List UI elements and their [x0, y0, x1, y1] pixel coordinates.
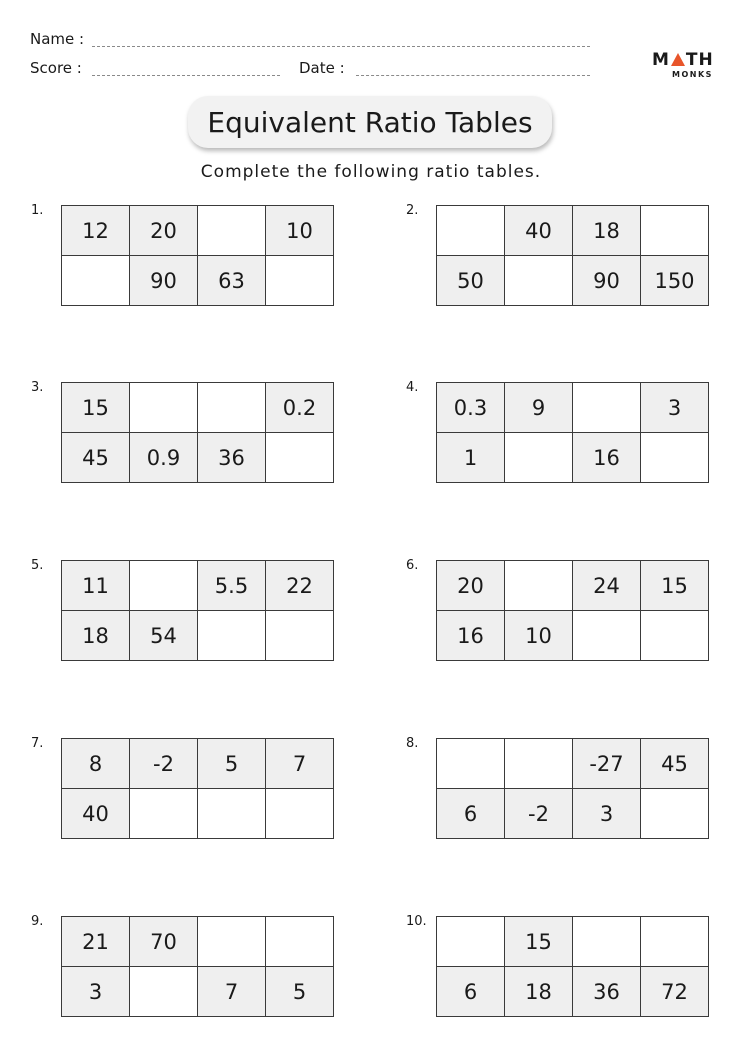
ratio-blank-cell[interactable]	[266, 256, 334, 306]
ratio-table	[436, 205, 709, 306]
ratio-row	[62, 433, 334, 483]
ratio-row	[62, 256, 334, 306]
logo-subtext: MONKS	[672, 70, 713, 79]
ratio-value-cell: 11	[62, 561, 130, 611]
ratio-blank-cell[interactable]	[266, 917, 334, 967]
problem-number: 6.	[406, 558, 419, 573]
ratio-row	[437, 739, 709, 789]
ratio-blank-cell[interactable]	[573, 917, 641, 967]
ratio-value-cell: 7	[266, 739, 334, 789]
ratio-value-cell: 40	[505, 206, 573, 256]
ratio-value-cell: 18	[62, 611, 130, 661]
ratio-table	[436, 916, 709, 1017]
ratio-value-cell: 3	[573, 789, 641, 839]
problem-number: 3.	[31, 380, 44, 395]
ratio-blank-cell[interactable]	[641, 917, 709, 967]
ratio-row	[437, 967, 709, 1017]
score-label: Score :	[30, 59, 82, 77]
ratio-value-cell: 15	[641, 561, 709, 611]
ratio-value-cell: -27	[573, 739, 641, 789]
score-line[interactable]	[92, 75, 280, 76]
name-line[interactable]	[92, 46, 590, 47]
ratio-blank-cell[interactable]	[505, 433, 573, 483]
ratio-row	[437, 256, 709, 306]
ratio-blank-cell[interactable]	[198, 789, 266, 839]
ratio-blank-cell[interactable]	[198, 206, 266, 256]
ratio-value-cell: 10	[266, 206, 334, 256]
ratio-blank-cell[interactable]	[505, 561, 573, 611]
ratio-value-cell: 0.9	[130, 433, 198, 483]
ratio-blank-cell[interactable]	[130, 383, 198, 433]
ratio-value-cell: 50	[437, 256, 505, 306]
ratio-value-cell: 15	[62, 383, 130, 433]
ratio-blank-cell[interactable]	[573, 383, 641, 433]
ratio-table	[61, 560, 334, 661]
ratio-value-cell: 36	[198, 433, 266, 483]
ratio-row	[437, 611, 709, 661]
ratio-value-cell: 9	[505, 383, 573, 433]
ratio-blank-cell[interactable]	[505, 256, 573, 306]
date-label: Date :	[299, 59, 345, 77]
ratio-blank-cell[interactable]	[198, 917, 266, 967]
ratio-blank-cell[interactable]	[641, 611, 709, 661]
ratio-table	[436, 560, 709, 661]
ratio-value-cell: 16	[573, 433, 641, 483]
ratio-table	[61, 738, 334, 839]
ratio-value-cell: 18	[573, 206, 641, 256]
instruction-text: Complete the following ratio tables.	[200, 162, 542, 182]
page-title: Equivalent Ratio Tables	[188, 96, 552, 148]
ratio-value-cell: 72	[641, 967, 709, 1017]
ratio-value-cell: 15	[505, 917, 573, 967]
ratio-blank-cell[interactable]	[266, 789, 334, 839]
ratio-row	[437, 206, 709, 256]
ratio-blank-cell[interactable]	[641, 206, 709, 256]
ratio-value-cell: 20	[437, 561, 505, 611]
ratio-value-cell: 90	[573, 256, 641, 306]
ratio-table	[436, 382, 709, 483]
ratio-value-cell: 12	[62, 206, 130, 256]
ratio-blank-cell[interactable]	[505, 739, 573, 789]
ratio-value-cell: -2	[505, 789, 573, 839]
ratio-blank-cell[interactable]	[198, 611, 266, 661]
ratio-value-cell: 1	[437, 433, 505, 483]
ratio-blank-cell[interactable]	[62, 256, 130, 306]
ratio-value-cell: 5	[198, 739, 266, 789]
date-line[interactable]	[356, 75, 590, 76]
ratio-value-cell: 36	[573, 967, 641, 1017]
ratio-blank-cell[interactable]	[573, 611, 641, 661]
ratio-value-cell: 24	[573, 561, 641, 611]
ratio-value-cell: 90	[130, 256, 198, 306]
ratio-value-cell: 45	[641, 739, 709, 789]
ratio-blank-cell[interactable]	[437, 206, 505, 256]
ratio-row	[62, 383, 334, 433]
ratio-blank-cell[interactable]	[130, 561, 198, 611]
ratio-value-cell: 21	[62, 917, 130, 967]
ratio-row	[62, 789, 334, 839]
ratio-row	[62, 739, 334, 789]
ratio-value-cell: 70	[130, 917, 198, 967]
ratio-row	[437, 789, 709, 839]
math-monks-logo	[652, 50, 718, 84]
problem-number: 2.	[406, 203, 419, 218]
ratio-blank-cell[interactable]	[641, 433, 709, 483]
ratio-table	[61, 916, 334, 1017]
ratio-value-cell: 45	[62, 433, 130, 483]
ratio-row	[62, 967, 334, 1017]
logo-text-left: M	[652, 50, 670, 70]
ratio-value-cell: 3	[62, 967, 130, 1017]
problem-number: 7.	[31, 736, 44, 751]
ratio-value-cell: 6	[437, 967, 505, 1017]
problem-number: 9.	[31, 914, 44, 929]
ratio-value-cell: -2	[130, 739, 198, 789]
ratio-blank-cell[interactable]	[641, 789, 709, 839]
ratio-value-cell: 7	[198, 967, 266, 1017]
ratio-value-cell: 0.2	[266, 383, 334, 433]
triangle-icon	[671, 53, 685, 66]
problem-number: 4.	[406, 380, 419, 395]
name-label: Name :	[30, 30, 85, 48]
ratio-value-cell: 5.5	[198, 561, 266, 611]
ratio-blank-cell[interactable]	[437, 739, 505, 789]
problem-number: 8.	[406, 736, 419, 751]
ratio-value-cell: 150	[641, 256, 709, 306]
ratio-blank-cell[interactable]	[130, 789, 198, 839]
ratio-value-cell: 54	[130, 611, 198, 661]
ratio-value-cell: 40	[62, 789, 130, 839]
ratio-value-cell: 18	[505, 967, 573, 1017]
ratio-value-cell: 5	[266, 967, 334, 1017]
ratio-row	[62, 611, 334, 661]
ratio-blank-cell[interactable]	[266, 611, 334, 661]
ratio-row	[62, 917, 334, 967]
ratio-row	[62, 561, 334, 611]
problem-number: 5.	[31, 558, 44, 573]
problem-number: 10.	[406, 914, 427, 929]
ratio-blank-cell[interactable]	[437, 917, 505, 967]
ratio-value-cell: 0.3	[437, 383, 505, 433]
ratio-value-cell: 20	[130, 206, 198, 256]
ratio-row	[437, 383, 709, 433]
ratio-blank-cell[interactable]	[198, 383, 266, 433]
ratio-value-cell: 22	[266, 561, 334, 611]
ratio-table	[61, 382, 334, 483]
ratio-row	[437, 433, 709, 483]
ratio-value-cell: 10	[505, 611, 573, 661]
ratio-value-cell: 16	[437, 611, 505, 661]
ratio-value-cell: 6	[437, 789, 505, 839]
ratio-value-cell: 63	[198, 256, 266, 306]
ratio-value-cell: 3	[641, 383, 709, 433]
ratio-value-cell: 8	[62, 739, 130, 789]
problem-number: 1.	[31, 203, 44, 218]
ratio-row	[437, 917, 709, 967]
ratio-blank-cell[interactable]	[266, 433, 334, 483]
logo-wordmark	[652, 50, 714, 70]
ratio-blank-cell[interactable]	[130, 967, 198, 1017]
logo-text-right: TH	[685, 50, 714, 70]
ratio-table	[61, 205, 334, 306]
ratio-table	[436, 738, 709, 839]
ratio-row	[437, 561, 709, 611]
ratio-row	[62, 206, 334, 256]
